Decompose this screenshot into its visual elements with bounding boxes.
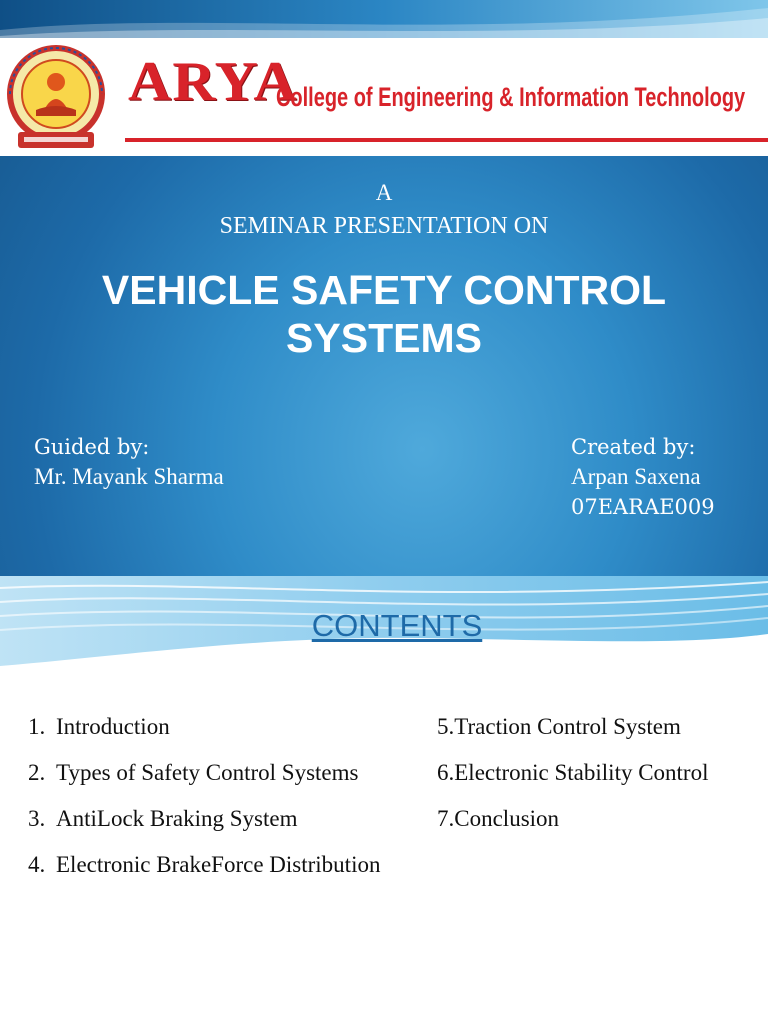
college-header	[128, 50, 753, 160]
author-roll-number: 07EARAE009	[571, 495, 715, 519]
list-item: 4. Electronic BrakeForce Distribution	[28, 852, 381, 877]
guided-by-block	[34, 432, 224, 492]
list-item: 7.Conclusion	[437, 806, 560, 831]
guide-name: Mr. Mayank Sharma	[34, 464, 224, 489]
presentation-title: VEHICLE SAFETY CONTROL SYSTEMS	[101, 267, 667, 361]
guided-by-label: Guided by:	[34, 435, 150, 459]
college-name: College of Engineering & Information Technology	[276, 82, 746, 112]
brand-name: ARYA	[128, 51, 298, 113]
contents-list-right	[437, 714, 709, 852]
college-logo-icon	[6, 44, 106, 150]
created-by-block	[571, 432, 715, 522]
author-name: Arpan Saxena	[571, 464, 701, 489]
list-item: 2. Types of Safety Control Systems	[28, 760, 359, 785]
header-divider	[125, 138, 768, 142]
list-item: 3. AntiLock Braking System	[28, 806, 298, 831]
contents-list-left	[28, 714, 380, 898]
contents-slide	[0, 576, 768, 1024]
contents-heading: CONTENTS	[311, 608, 483, 643]
list-item: 5.Traction Control System	[437, 714, 681, 739]
created-by-label: Created by:	[571, 435, 696, 459]
college-banner	[0, 38, 768, 156]
list-item: 6.Electronic Stability Control	[437, 760, 709, 785]
intro-line-seminar: SEMINAR PRESENTATION ON	[219, 213, 549, 239]
intro-line-a: A	[375, 180, 393, 205]
list-item: 1. Introduction	[28, 714, 170, 739]
header-wave-decoration	[0, 0, 768, 40]
